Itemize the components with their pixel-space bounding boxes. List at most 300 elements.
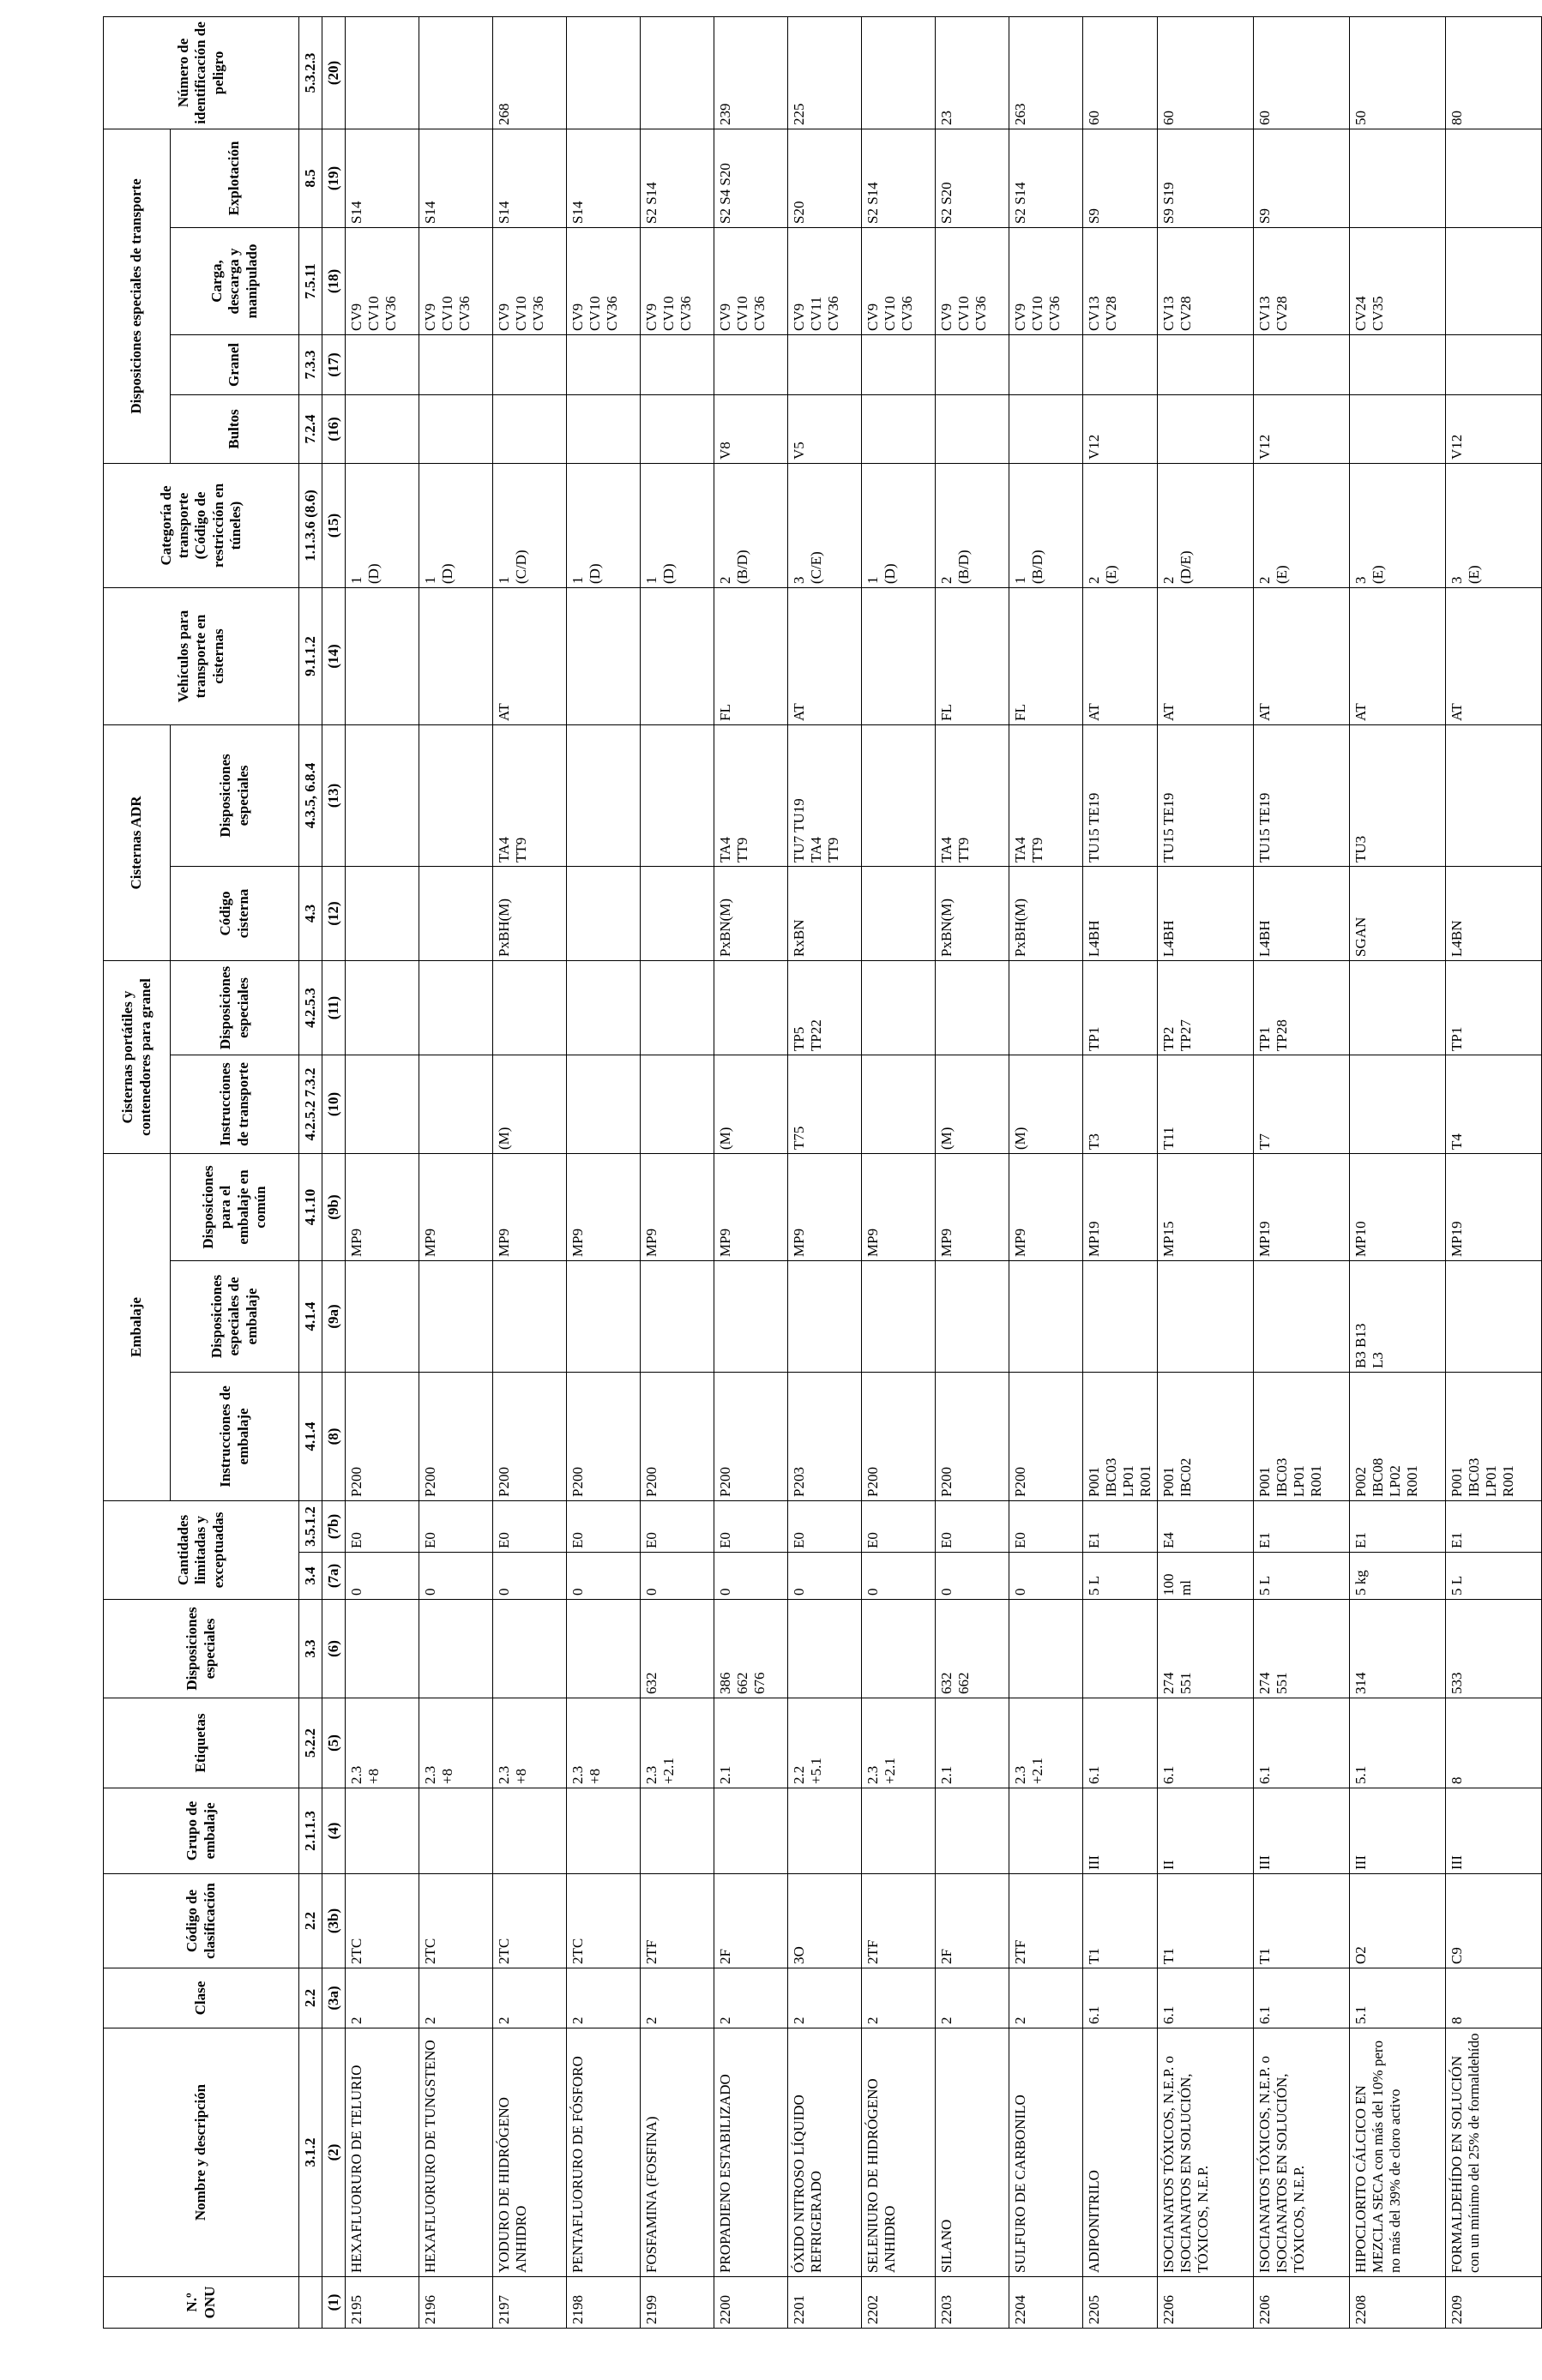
cell-instr-emb: P200 xyxy=(567,1373,641,1501)
cell-clase: 2 xyxy=(788,1968,862,2028)
table-row xyxy=(1350,16,1446,2328)
cell-clase: 2 xyxy=(862,1968,936,2028)
cell-vehiculo: AT xyxy=(1158,587,1254,724)
cell-grupo: III xyxy=(1254,1788,1350,1874)
cell-etiquetas: 2.1 xyxy=(714,1698,788,1788)
cell-nombre: SELENIURO DE HIDRÓGENO ANHIDRO xyxy=(862,2028,936,2277)
column-number-cell: (16) xyxy=(322,394,346,463)
cell-grupo: II xyxy=(1158,1788,1254,1874)
cell-onu: 2202 xyxy=(862,2277,936,2329)
cell-codigo: 2TC xyxy=(567,1874,641,1968)
section-ref-cell xyxy=(299,2277,322,2329)
cell-disp-cist xyxy=(862,960,936,1055)
cell-cod-cist: PxBH(M) xyxy=(1009,866,1083,960)
section-reference-row xyxy=(299,16,322,2328)
cell-disp-adr xyxy=(346,724,419,866)
cell-cant-exc: E4 xyxy=(1158,1501,1254,1553)
cell-cant-lim: 0 xyxy=(714,1553,788,1600)
cell-cod-cist: L4BH xyxy=(1254,866,1350,960)
header-codigo-clasificacion: Código de clasificación xyxy=(104,1874,299,1968)
cell-disp-cist xyxy=(1350,960,1446,1055)
cell-instr-trans: T4 xyxy=(1446,1055,1542,1154)
cell-cant-lim: 0 xyxy=(641,1553,714,1600)
cell-disp-emb xyxy=(1009,1261,1083,1373)
cell-codigo: 2F xyxy=(936,1874,1009,1968)
column-number-cell: (7b) xyxy=(322,1501,346,1553)
cell-disp-cist xyxy=(641,960,714,1055)
cell-cod-cist xyxy=(862,866,936,960)
cell-nombre: YODURO DE HIDRÓGENO ANHIDRO xyxy=(493,2028,567,2277)
cell-explotacion xyxy=(1350,129,1446,227)
cell-cant-exc: E0 xyxy=(493,1501,567,1553)
section-ref-cell: 4.1.4 xyxy=(299,1261,322,1373)
cell-emb-comun: MP9 xyxy=(862,1154,936,1261)
column-number-cell: (17) xyxy=(322,334,346,394)
cell-grupo xyxy=(641,1788,714,1874)
column-number-cell: (3a) xyxy=(322,1968,346,2028)
cell-grupo xyxy=(493,1788,567,1874)
cell-categoria: 1 (D) xyxy=(567,463,641,587)
column-number-cell: (13) xyxy=(322,724,346,866)
cell-nombre: HEXAFLUORURO DE TUNGSTENO xyxy=(419,2028,493,2277)
cell-clase: 2 xyxy=(346,1968,419,2028)
cell-cant-lim: 0 xyxy=(788,1553,862,1600)
cell-disp-adr: TU15 TE19 xyxy=(1158,724,1254,866)
cell-emb-comun: MP9 xyxy=(419,1154,493,1261)
cell-grupo xyxy=(714,1788,788,1874)
cell-granel xyxy=(862,334,936,394)
cell-disp xyxy=(419,1600,493,1698)
cell-clase: 6.1 xyxy=(1254,1968,1350,2028)
cell-etiquetas: 6.1 xyxy=(1254,1698,1350,1788)
column-number-cell: (18) xyxy=(322,227,346,334)
cell-carga: CV9 CV10 CV36 xyxy=(567,227,641,334)
cell-carga: CV13 CV28 xyxy=(1254,227,1350,334)
cell-grupo xyxy=(936,1788,1009,1874)
cell-disp-emb xyxy=(788,1261,862,1373)
cell-codigo: 3O xyxy=(788,1874,862,1968)
cell-onu: 2204 xyxy=(1009,2277,1083,2329)
cell-bultos xyxy=(1009,394,1083,463)
header-vehiculos: Vehículos para transporte en cisternas xyxy=(104,587,299,724)
section-ref-cell: 1.1.3.6 (8.6) xyxy=(299,463,322,587)
cell-disp-emb xyxy=(346,1261,419,1373)
section-ref-cell: 4.2.5.3 xyxy=(299,960,322,1055)
header-codigo-cisterna: Código cisterna xyxy=(171,866,299,960)
cell-vehiculo: AT xyxy=(1083,587,1158,724)
cell-disp-emb xyxy=(714,1261,788,1373)
cell-vehiculo: AT xyxy=(1446,587,1542,724)
column-number-cell: (9b) xyxy=(322,1154,346,1261)
cell-vehiculo: AT xyxy=(493,587,567,724)
cell-carga: CV24 CV35 xyxy=(1350,227,1446,334)
column-number-cell: (19) xyxy=(322,129,346,227)
column-number-cell: (14) xyxy=(322,587,346,724)
cell-bultos: V12 xyxy=(1083,394,1158,463)
cell-instr-trans xyxy=(1350,1055,1446,1154)
cell-granel xyxy=(567,334,641,394)
table-row xyxy=(641,16,714,2328)
table-row xyxy=(788,16,862,2328)
header-disp-especiales-cisternas: Disposiciones especiales xyxy=(171,960,299,1055)
cell-emb-comun: MP19 xyxy=(1254,1154,1350,1261)
cell-disp-adr: TA4 TT9 xyxy=(714,724,788,866)
section-ref-cell: 7.3.3 xyxy=(299,334,322,394)
cell-disp-adr xyxy=(1446,724,1542,866)
cell-clase: 2 xyxy=(1009,1968,1083,2028)
cell-clase: 2 xyxy=(493,1968,567,2028)
cell-disp-adr xyxy=(862,724,936,866)
cell-etiquetas: 2.3 +8 xyxy=(346,1698,419,1788)
cell-instr-emb: P200 xyxy=(936,1373,1009,1501)
cell-granel xyxy=(1158,334,1254,394)
cell-nombre: FORMALDEHÍDO EN SOLUCIÓN con un mínimo del 25% de formaldehído xyxy=(1446,2028,1542,2277)
cell-peligro: 263 xyxy=(1009,16,1083,129)
cell-disp-adr xyxy=(567,724,641,866)
cell-cant-exc: E0 xyxy=(1009,1501,1083,1553)
cell-cod-cist: SGAN xyxy=(1350,866,1446,960)
cell-etiquetas: 2.3 +2.1 xyxy=(1009,1698,1083,1788)
cell-granel xyxy=(1350,334,1446,394)
cell-etiquetas: 8 xyxy=(1446,1698,1542,1788)
section-ref-cell: 2.2 xyxy=(299,1874,322,1968)
cell-cant-lim: 0 xyxy=(346,1553,419,1600)
cell-etiquetas: 2.3 +8 xyxy=(493,1698,567,1788)
cell-codigo: 2F xyxy=(714,1874,788,1968)
cell-disp: 314 xyxy=(1350,1600,1446,1698)
cell-categoria: 2 (B/D) xyxy=(714,463,788,587)
cell-cant-exc: E1 xyxy=(1350,1501,1446,1553)
cell-bultos xyxy=(493,394,567,463)
cell-explotacion: S9 xyxy=(1254,129,1350,227)
cell-disp-cist xyxy=(936,960,1009,1055)
cell-etiquetas: 2.3 +8 xyxy=(567,1698,641,1788)
header-categoria: Categoría de transporte (Código de restricción en túneles) xyxy=(104,463,299,587)
cell-cant-lim: 0 xyxy=(862,1553,936,1600)
header-granel: Granel xyxy=(171,334,299,394)
cell-explotacion: S2 S20 xyxy=(936,129,1009,227)
cell-nombre: HEXAFLUORURO DE TELURIO xyxy=(346,2028,419,2277)
cell-cant-lim: 5 L xyxy=(1083,1553,1158,1600)
cell-granel xyxy=(1446,334,1542,394)
cell-categoria: 3 (C/E) xyxy=(788,463,862,587)
cell-onu: 2197 xyxy=(493,2277,567,2329)
cell-grupo xyxy=(862,1788,936,1874)
table-row xyxy=(567,16,641,2328)
cell-disp-cist xyxy=(493,960,567,1055)
cell-cant-exc: E1 xyxy=(1446,1501,1542,1553)
cell-onu: 2196 xyxy=(419,2277,493,2329)
cell-carga: CV13 CV28 xyxy=(1083,227,1158,334)
cell-grupo: III xyxy=(1350,1788,1446,1874)
cell-emb-comun: MP9 xyxy=(641,1154,714,1261)
section-ref-cell: 3.1.2 xyxy=(299,2028,322,2277)
cell-disp-emb xyxy=(493,1261,567,1373)
section-ref-cell: 7.2.4 xyxy=(299,394,322,463)
cell-nombre: ÓXIDO NITROSO LÍQUIDO REFRIGERADO xyxy=(788,2028,862,2277)
cell-instr-trans xyxy=(862,1055,936,1154)
cell-cod-cist: L4BN xyxy=(1446,866,1542,960)
cell-vehiculo: AT xyxy=(788,587,862,724)
table-body xyxy=(346,16,1542,2328)
cell-onu: 2205 xyxy=(1083,2277,1158,2329)
header-carga: Carga, descarga y manipulado xyxy=(171,227,299,334)
cell-bultos xyxy=(346,394,419,463)
cell-instr-trans: (M) xyxy=(493,1055,567,1154)
cell-instr-trans: (M) xyxy=(714,1055,788,1154)
cell-cod-cist xyxy=(419,866,493,960)
cell-disp-cist: TP5 TP22 xyxy=(788,960,862,1055)
cell-instr-trans xyxy=(346,1055,419,1154)
cell-disp xyxy=(788,1600,862,1698)
header-cisternas-adr: Cisternas ADR xyxy=(104,724,171,960)
cell-cant-lim: 5 kg xyxy=(1350,1553,1446,1600)
cell-bultos: V8 xyxy=(714,394,788,463)
cell-cant-lim: 0 xyxy=(419,1553,493,1600)
cell-instr-emb: P001 IBC03 LP01 R001 xyxy=(1446,1373,1542,1501)
cell-onu: 2208 xyxy=(1350,2277,1446,2329)
cell-instr-emb: P200 xyxy=(346,1373,419,1501)
header-clase: Clase xyxy=(104,1968,299,2028)
cell-cod-cist: PxBN(M) xyxy=(936,866,1009,960)
cell-carga xyxy=(1446,227,1542,334)
cell-disp: 533 xyxy=(1446,1600,1542,1698)
cell-peligro: 80 xyxy=(1446,16,1542,129)
cell-instr-trans xyxy=(567,1055,641,1154)
cell-disp-cist: TP1 xyxy=(1446,960,1542,1055)
cell-instr-emb: P002 IBC08 LP02 R001 xyxy=(1350,1373,1446,1501)
cell-bultos xyxy=(1350,394,1446,463)
cell-granel xyxy=(1083,334,1158,394)
cell-clase: 2 xyxy=(419,1968,493,2028)
section-ref-cell: 4.1.4 xyxy=(299,1373,322,1501)
cell-instr-trans xyxy=(419,1055,493,1154)
cell-granel xyxy=(419,334,493,394)
cell-bultos xyxy=(1158,394,1254,463)
cell-instr-trans: (M) xyxy=(1009,1055,1083,1154)
cell-emb-comun: MP19 xyxy=(1446,1154,1542,1261)
cell-codigo: 2TF xyxy=(862,1874,936,1968)
table-row xyxy=(1083,16,1158,2328)
cell-disp-adr: TU15 TE19 xyxy=(1083,724,1158,866)
cell-cant-exc: E0 xyxy=(641,1501,714,1553)
cell-disp xyxy=(567,1600,641,1698)
cell-etiquetas: 2.3 +2.1 xyxy=(862,1698,936,1788)
header-explotacion: Explotación xyxy=(171,129,299,227)
header-cantidades: Cantidades limitadas y exceptuadas xyxy=(104,1501,299,1600)
section-ref-cell: 4.1.10 xyxy=(299,1154,322,1261)
cell-peligro: 50 xyxy=(1350,16,1446,129)
cell-disp-adr: TA4 TT9 xyxy=(493,724,567,866)
cell-nombre: SULFURO DE CARBONILO xyxy=(1009,2028,1083,2277)
cell-bultos: V12 xyxy=(1446,394,1542,463)
cell-onu: 2198 xyxy=(567,2277,641,2329)
cell-granel xyxy=(641,334,714,394)
cell-nombre: ISOCIANATOS TÓXICOS, N.E.P. o ISOCIANATOS EN SOLUCIÓN, TÓXICOS, N.E.P. xyxy=(1254,2028,1350,2277)
cell-bultos xyxy=(419,394,493,463)
table-row xyxy=(862,16,936,2328)
cell-instr-emb: P001 IBC03 LP01 R001 xyxy=(1254,1373,1350,1501)
cell-disp-emb xyxy=(1158,1261,1254,1373)
cell-disp-emb xyxy=(567,1261,641,1373)
header-numero-peligro: Número de identificación de peligro xyxy=(104,16,299,129)
cell-nombre: ADIPONITRILO xyxy=(1083,2028,1158,2277)
column-number-cell: (1) xyxy=(322,2277,346,2329)
cell-codigo: 2TC xyxy=(493,1874,567,1968)
cell-disp-emb xyxy=(1083,1261,1158,1373)
cell-categoria: 1 (D) xyxy=(346,463,419,587)
cell-disp-cist xyxy=(419,960,493,1055)
cell-grupo xyxy=(567,1788,641,1874)
table-row xyxy=(419,16,493,2328)
cell-disp-emb xyxy=(936,1261,1009,1373)
cell-instr-trans: (M) xyxy=(936,1055,1009,1154)
cell-grupo: III xyxy=(1083,1788,1158,1874)
cell-granel xyxy=(493,334,567,394)
header-disposiciones-especiales: Disposiciones especiales xyxy=(104,1600,299,1698)
cell-grupo xyxy=(788,1788,862,1874)
cell-clase: 8 xyxy=(1446,1968,1542,2028)
cell-disp-emb xyxy=(1254,1261,1350,1373)
cell-grupo: III xyxy=(1446,1788,1542,1874)
cell-emb-comun: MP9 xyxy=(714,1154,788,1261)
cell-disp: 386 662 676 xyxy=(714,1600,788,1698)
cell-disp: 274 551 xyxy=(1158,1600,1254,1698)
cell-explotacion: S14 xyxy=(567,129,641,227)
rotated-page xyxy=(103,21,1517,2329)
column-number-cell: (6) xyxy=(322,1600,346,1698)
section-ref-cell: 2.1.1.3 xyxy=(299,1788,322,1874)
cell-instr-emb: P200 xyxy=(419,1373,493,1501)
cell-disp-adr xyxy=(419,724,493,866)
column-number-cell: (4) xyxy=(322,1788,346,1874)
cell-etiquetas: 2.3 +8 xyxy=(419,1698,493,1788)
cell-cod-cist xyxy=(346,866,419,960)
header-etiquetas: Etiquetas xyxy=(104,1698,299,1788)
cell-cant-exc: E0 xyxy=(862,1501,936,1553)
cell-disp-adr: TU3 xyxy=(1350,724,1446,866)
cell-disp-adr: TA4 TT9 xyxy=(1009,724,1083,866)
cell-cant-exc: E0 xyxy=(346,1501,419,1553)
cell-cant-exc: E0 xyxy=(936,1501,1009,1553)
cell-nombre: SILANO xyxy=(936,2028,1009,2277)
cell-disp-adr xyxy=(641,724,714,866)
cell-explotacion: S14 xyxy=(346,129,419,227)
cell-carga: CV9 CV10 CV36 xyxy=(641,227,714,334)
cell-nombre: FOSFAMINA (FOSFINA) xyxy=(641,2028,714,2277)
header-disp-transporte: Disposiciones especiales de transporte xyxy=(104,129,171,463)
section-ref-cell: 5.2.2 xyxy=(299,1698,322,1788)
column-number-cell: (2) xyxy=(322,2028,346,2277)
table-row xyxy=(936,16,1009,2328)
header-bultos: Bultos xyxy=(171,394,299,463)
cell-clase: 6.1 xyxy=(1083,1968,1158,2028)
cell-cant-lim: 0 xyxy=(493,1553,567,1600)
cell-onu: 2203 xyxy=(936,2277,1009,2329)
cell-emb-comun: MP15 xyxy=(1158,1154,1254,1261)
cell-grupo xyxy=(346,1788,419,1874)
cell-codigo: 2TC xyxy=(419,1874,493,1968)
cell-carga: CV9 CV10 CV36 xyxy=(714,227,788,334)
cell-cod-cist: RxBN xyxy=(788,866,862,960)
cell-carga: CV9 CV10 CV36 xyxy=(936,227,1009,334)
header-cisternas-portatiles: Cisternas portátiles y contenedores para granel xyxy=(104,960,171,1153)
cell-instr-emb: P203 xyxy=(788,1373,862,1501)
cell-vehiculo: AT xyxy=(1350,587,1446,724)
cell-carga: CV9 CV10 CV36 xyxy=(862,227,936,334)
column-number-cell: (12) xyxy=(322,866,346,960)
cell-grupo xyxy=(1009,1788,1083,1874)
cell-cod-cist: PxBH(M) xyxy=(493,866,567,960)
cell-disp-cist: TP1 xyxy=(1083,960,1158,1055)
column-number-cell: (7a) xyxy=(322,1553,346,1600)
cell-nombre: HIPOCLORITO CÁLCICO EN MEZCLA SECA con más del 10% pero no más del 39% de cloro activo xyxy=(1350,2028,1446,2277)
cell-explotacion: S14 xyxy=(493,129,567,227)
column-number-cell: (10) xyxy=(322,1055,346,1154)
cell-emb-comun: MP10 xyxy=(1350,1154,1446,1261)
cell-disp-adr: TU7 TU19 TA4 TT9 xyxy=(788,724,862,866)
cell-disp-cist: TP1 TP28 xyxy=(1254,960,1350,1055)
cell-instr-trans: T75 xyxy=(788,1055,862,1154)
cell-cant-exc: E0 xyxy=(567,1501,641,1553)
cell-onu: 2206 xyxy=(1254,2277,1350,2329)
cell-clase: 2 xyxy=(714,1968,788,2028)
cell-vehiculo xyxy=(862,587,936,724)
cell-categoria: 1 (D) xyxy=(419,463,493,587)
cell-granel xyxy=(714,334,788,394)
header-disp-especiales-embalaje: Disposiciones especiales de embalaje xyxy=(171,1261,299,1373)
cell-instr-emb: P200 xyxy=(862,1373,936,1501)
table-row xyxy=(493,16,567,2328)
cell-cod-cist: L4BH xyxy=(1083,866,1158,960)
cell-emb-comun: MP9 xyxy=(1009,1154,1083,1261)
cell-granel xyxy=(346,334,419,394)
cell-cant-exc: E1 xyxy=(1254,1501,1350,1553)
dangerous-goods-table xyxy=(103,16,1542,2329)
cell-disp: 632 662 xyxy=(936,1600,1009,1698)
cell-emb-comun: MP9 xyxy=(346,1154,419,1261)
cell-instr-emb: P200 xyxy=(641,1373,714,1501)
cell-onu: 2209 xyxy=(1446,2277,1542,2329)
cell-disp-cist xyxy=(567,960,641,1055)
cell-peligro: 239 xyxy=(714,16,788,129)
cell-clase: 6.1 xyxy=(1158,1968,1254,2028)
section-ref-cell: 5.3.2.3 xyxy=(299,16,322,129)
cell-emb-comun: MP9 xyxy=(493,1154,567,1261)
cell-disp xyxy=(1009,1600,1083,1698)
cell-categoria: 1 (D) xyxy=(641,463,714,587)
cell-carga: CV9 CV10 CV36 xyxy=(1009,227,1083,334)
cell-cant-lim: 0 xyxy=(567,1553,641,1600)
cell-categoria: 2 (E) xyxy=(1083,463,1158,587)
cell-vehiculo: FL xyxy=(1009,587,1083,724)
cell-granel xyxy=(788,334,862,394)
header-instrucciones-transporte: Instrucciones de transporte xyxy=(171,1055,299,1154)
cell-cod-cist xyxy=(641,866,714,960)
column-number-cell: (3b) xyxy=(322,1874,346,1968)
cell-disp-cist xyxy=(346,960,419,1055)
cell-codigo: C9 xyxy=(1446,1874,1542,1968)
column-number-cell: (8) xyxy=(322,1373,346,1501)
table-row xyxy=(1158,16,1254,2328)
cell-explotacion: S9 xyxy=(1083,129,1158,227)
cell-cod-cist: PxBN(M) xyxy=(714,866,788,960)
cell-disp-adr: TA4 TT9 xyxy=(936,724,1009,866)
cell-disp xyxy=(346,1600,419,1698)
cell-cant-exc: E0 xyxy=(788,1501,862,1553)
cell-bultos: V5 xyxy=(788,394,862,463)
section-ref-cell: 9.1.1.2 xyxy=(299,587,322,724)
